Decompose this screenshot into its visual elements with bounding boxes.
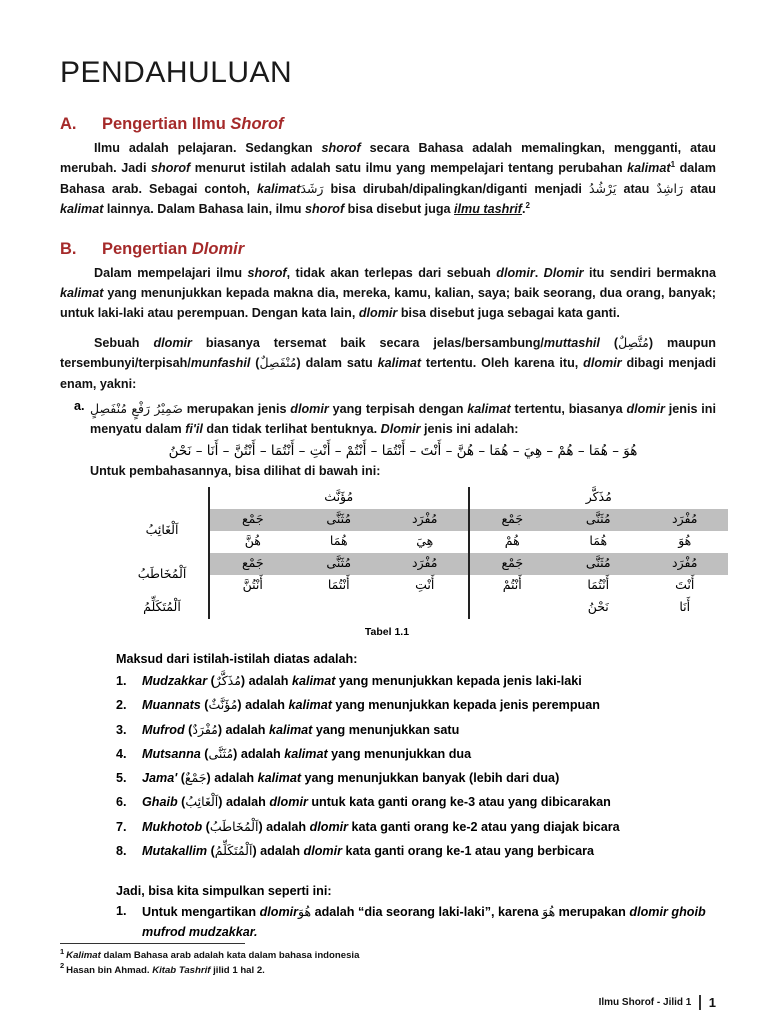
arabic-huwa-1: هُوَ <box>298 904 312 920</box>
cell-mutakallim-f-jama <box>209 597 296 619</box>
pronoun-sequence: هُوَ – هُمَا – هُمْ – هِيَ – هُمَا – هُنَّ – أَنْتَ – أَنْتُمَا – أَنْتُمْ – أَنْتِ – أَنْتُمَا – أَنْتُنَّ – أَنَا – نَحْنُ <box>168 442 638 459</box>
section-b-paragraph-2: Sebuah dlomir biasanya tersemat baik secara jelas/bersambung/muttashil (مُتَّصِلٌ) maupun tersembunyi/terpisah/munfashil (مُنْفَصِلٌ) dalam satu kalimat tertentu. Oleh karena itu, dlomir dibagi menjadi enam, yakni: <box>60 334 717 391</box>
cell-mukhatab-f-mufrad: أَنْتِ <box>382 575 469 597</box>
list-item: 1. Untuk mengartikan dlomirهُوَ adalah “dia seorang laki-laki”, karena هُوَ merupakan dlomir ghoib mufrod mudzakkar. <box>116 904 706 939</box>
row-label-mukhatab: اَلْمُخَاطَبُ <box>116 553 209 597</box>
sub-item-a-content <box>90 399 716 481</box>
cell-mutakallim-f-mutsanna <box>296 597 383 619</box>
col-header-mufrad-f-2: مُفْرَد <box>382 553 469 575</box>
arabic-dhamir-rafa-munfashil: ضَمِيْرُ رَفْعٍ مُنْفَصِلٍ <box>90 400 183 416</box>
section-letter-a: A. <box>60 115 77 133</box>
section-letter-b: B. <box>60 239 77 258</box>
list-item: 1. Mudzakkar (مُذَكَّرٌ) adalah kalimat yang menunjukkan kepada jenis laki-laki <box>116 673 582 689</box>
sub-item-a-marker: a. <box>74 398 85 413</box>
cell-mutakallim-m-mufrad: أَنَا <box>679 599 691 615</box>
section-title-b: Pengertian Dlomir <box>102 239 245 258</box>
list-item: 5. Jama' (جَمْعٌ) adalah kalimat yang menunjukkan banyak (lebih dari dua) <box>116 770 560 786</box>
cell-mukhatab-f-mutsanna: أَنْتُمَا <box>327 577 350 593</box>
col-header-jama-f-2: جَمْع <box>209 553 296 575</box>
row-label-mutakallim: اَلْمُتَكَلِّمُ <box>116 597 209 619</box>
col-header-mutsanna-m-1: مُثَنَّى <box>555 509 642 531</box>
footer-page-number: 1 <box>708 995 716 1010</box>
col-header-mufrad-m-2: مُفْرَد <box>642 553 729 575</box>
terms-lead-in: Maksud dari istilah-istilah diatas adalah: <box>116 652 358 667</box>
footnote-1: $^1$ Kalimat dalam Bahasa arab adalah kata dalam bahasa indonesia <box>60 947 360 962</box>
arabic-rashidun: رَاشِدٌ <box>656 180 683 196</box>
section-heading-b <box>60 240 716 259</box>
table-row <box>116 597 728 619</box>
col-header-mufrad-m-1: مُفْرَد <box>642 509 729 531</box>
dlomir-table-wrapper <box>116 487 728 638</box>
arabic-yarshudu: يَرْشُدُ <box>588 180 617 196</box>
arabic-huwa-2: هُوَ <box>542 904 556 920</box>
table-caption: Tabel 1.1 <box>364 626 410 639</box>
footnote-1-marker: 1 <box>60 947 65 957</box>
cell-ghaib-f-mufrad: هِيَ <box>382 531 469 553</box>
col-header-jama-m-1: جَمْع <box>469 509 556 531</box>
page-title: PENDAHULUAN <box>60 56 293 89</box>
arabic-rashada: رَشَدَ <box>300 180 324 196</box>
conclusion-list <box>60 902 716 942</box>
cell-ghaib-f-jama: هُنَّ <box>244 533 261 549</box>
list-item: 4. Mutsanna (مُثَنَّى) adalah kalimat yang menunjukkan dua <box>116 745 472 761</box>
footnote-ref-1: 1 <box>670 160 676 170</box>
col-header-jama-f-1: جَمْع <box>209 509 296 531</box>
term-ilmu-tashrif: ilmu tashrif <box>454 202 522 217</box>
conclusion-lead-in: Jadi, bisa kita simpulkan seperti ini: <box>116 884 332 899</box>
cell-ghaib-m-mutsanna: هُمَا <box>589 533 608 549</box>
dlomir-table <box>116 487 728 619</box>
col-header-mutsanna-f-2: مُثَنَّى <box>296 553 383 575</box>
col-header-mufrad-f-1: مُفْرَد <box>382 509 469 531</box>
col-header-jama-m-2: جَمْع <box>469 553 556 575</box>
cell-ghaib-m-jama: هُمْ <box>504 533 520 549</box>
list-item: 6. Ghaib (اَلْغَائِبُ) adalah dlomir untuk kata ganti orang ke-3 atau yang dibicarakan <box>116 794 611 810</box>
cell-mukhatab-f-jama: أَنْتُنَّ <box>242 577 263 593</box>
footnote-2: $^2$ Hasan bin Ahmad. Kitab Tashrif jilid 1 hal 2. <box>60 961 265 976</box>
cell-mutakallim-m-mutsanna: نَحْنُ <box>587 599 609 615</box>
cell-ghaib-m-mufrad: هُوَ <box>678 533 692 549</box>
section-b-paragraph-1: Dalam mempelajari ilmu shorof, tidak akan terlepas dari sebuah dlomir. Dlomir itu sendiri bermakna kalimat yang menunjukkan kepada makna dia, mereka, kamu, kalian, saya; baik seorang, dua orang, banyak; untuk laki-laki atau perempuan. Dengan kata lain, dlomir bisa disebut juga sebagai kata ganti. <box>60 265 716 321</box>
footer-divider <box>699 995 700 1010</box>
list-item: 3. Mufrod (مُفْرَدٌ) adalah kalimat yang menunjukkan satu <box>116 721 460 737</box>
col-header-mutsanna-f-1: مُثَنَّى <box>296 509 383 531</box>
cell-mutakallim-m-jama <box>469 597 556 619</box>
footer-label: Ilmu Shorof - Jilid 1 <box>598 997 692 1008</box>
sub-item-a <box>60 399 716 481</box>
table-col-header-row-mukhatab <box>116 553 728 575</box>
footnote-separator-rule <box>60 943 245 944</box>
section-a-paragraph: Ilmu adalah pelajaran. Sedangkan shorof secara Bahasa adalah memalingkan, mengganti, atau merubah. Jadi shorof menurut istilah adalah satu ilmu yang mempelajari tentang perubahan kalimat$^1$ dalam Bahasa arab. Sebagai contoh, kalimatرَشَدَ bisa dirubah/dipalingkan/diganti menjadi يَرْشُدُ atau رَاشِدٌ atau kalimat lainnya. Dalam Bahasa lain, ilmu shorof bisa disebut juga ilmu tashrif.$^2$ <box>60 141 716 217</box>
row-label-ghaib: اَلْغَائِبُ <box>116 509 209 553</box>
group-header-feminine: مُؤَنَّث <box>209 487 469 509</box>
footnote-2-marker: 2 <box>60 961 65 971</box>
arabic-munfashil: مُنْفَصِلٌ <box>259 355 297 371</box>
footnote-ref-2: 2 <box>525 200 530 210</box>
cell-mukhatab-m-mufrad: أَنْتَ <box>675 577 695 593</box>
group-header-masculine: مُذَكَّر <box>585 489 612 505</box>
list-item: 2. Muannats (مُؤَنَّثٌ) adalah kalimat yang menunjukkan kepada jenis perempuan <box>116 697 600 713</box>
footnotes-area <box>60 943 700 978</box>
col-header-mutsanna-m-2: مُثَنَّى <box>555 553 642 575</box>
sub-item-a-text: ضَمِيْرُ رَفْعٍ مُنْفَصِلٍ merupakan jenis dlomir yang terpisah dengan kalimat tertentu, biasanya dlomir jenis ini menyatu dalam fi'il dan tidak terlihat bentuknya. Dlomir jenis ini adalah: <box>90 400 716 437</box>
table-intro-text: Untuk pembahasannya, bisa dilihat di bawah ini: <box>90 463 381 478</box>
section-heading-a <box>60 115 716 134</box>
cell-ghaib-f-mutsanna: هُمَا <box>329 533 348 549</box>
page-footer <box>599 995 716 1010</box>
table-col-header-row-ghaib <box>116 509 728 531</box>
arabic-muttashil: مُتَّصِلٌ <box>618 334 649 350</box>
cell-mutakallim-f-mufrad <box>382 597 469 619</box>
cell-mukhatab-m-mutsanna: أَنْتُمَا <box>587 577 610 593</box>
terms-list <box>60 672 716 860</box>
list-item: 7. Mukhotob (اَلْمُخَاطَبُ) adalah dlomir kata ganti orang ke-2 atau yang diajak bicara <box>116 818 620 834</box>
group-header-spacer <box>116 487 209 509</box>
list-item: 8. Mutakallim (اَلْمُتَكَلِّمُ) adalah dlomir kata ganti orang ke-1 atau yang berbicara <box>116 842 594 858</box>
section-title-a: Pengertian Ilmu Shorof <box>102 115 284 133</box>
cell-mukhatab-m-jama: أَنْتُمْ <box>502 577 522 593</box>
table-group-header-row <box>116 487 728 509</box>
